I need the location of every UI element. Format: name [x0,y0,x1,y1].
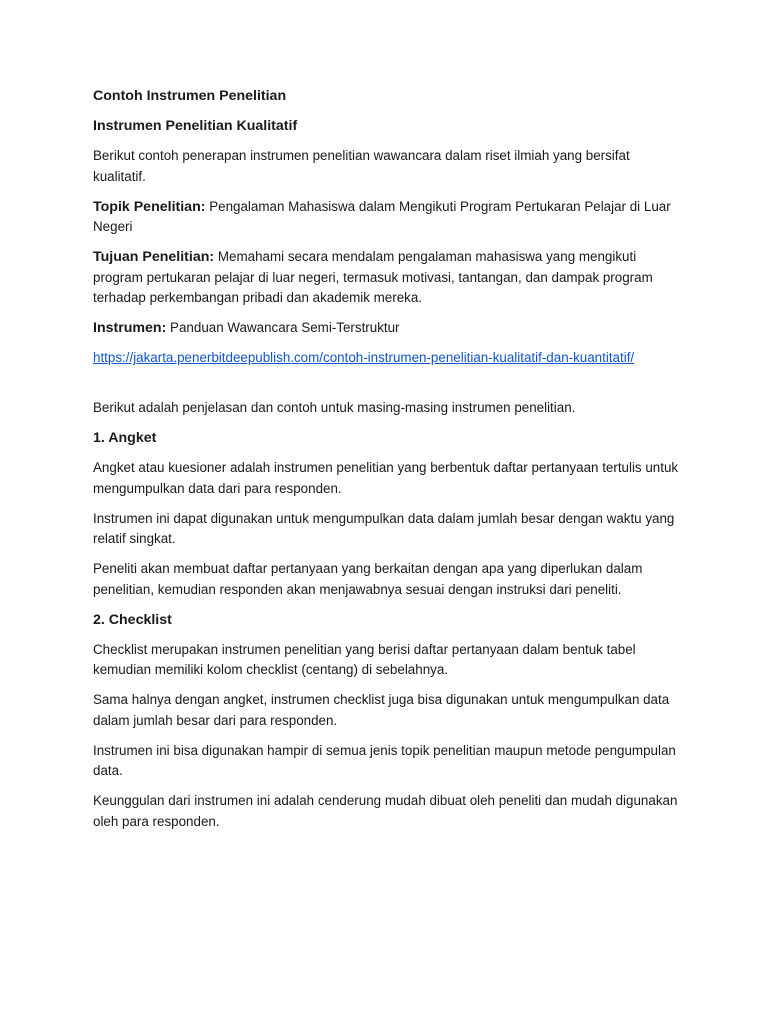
intro-paragraph: Berikut contoh penerapan instrumen penelitian wawancara dalam riset ilmiah yang bersifat kualitatif. [93,148,630,184]
blank-line [93,378,683,398]
checklist-paragraph: Checklist merupakan instrumen penelitian yang berisi daftar pertanyaan dalam bentuk tabel kemudian memiliki kolom checklist (centang) di sebelahnya. [93,641,636,677]
source-link[interactable]: https://jakarta.penerbitdeepublish.com/contoh-instrumen-penelitian-kualitatif-dan-kuantitatif/ [93,350,635,365]
tujuan-paragraph [93,247,683,309]
checklist-paragraph: Sama halnya dengan angket, instrumen checklist juga bisa digunakan untuk mengumpulkan data dalam jumlah besar dari para responden. [93,692,670,728]
section-heading-checklist: 2. Checklist [93,611,172,628]
instrumen-paragraph [93,318,683,339]
topik-label: Topik Penelitian: [93,198,206,215]
instrumen-label: Instrumen: [93,320,167,336]
instrumen-text: Panduan Wawancara Semi-Terstruktur [170,320,400,335]
angket-paragraph: Instrumen ini dapat digunakan untuk mengumpulkan data dalam jumlah besar dengan waktu yang relatif singkat. [93,510,675,546]
checklist-paragraph: Instrumen ini bisa digunakan hampir di semua jenis topik penelitian maupun metode pengumpulan data. [93,742,676,778]
penjelasan-intro: Berikut adalah penjelasan dan contoh untuk masing-masing instrumen penelitian. [93,400,576,415]
checklist-paragraph: Keunggulan dari instrumen ini adalah cenderung mudah dibuat oleh peneliti dan mudah digunakan oleh para responden. [93,793,678,829]
section-subtitle: Instrumen Penelitian Kualitatif [93,118,298,134]
section-heading-angket: 1. Angket [93,430,157,446]
angket-paragraph: Angket atau kuesioner adalah instrumen penelitian yang berbentuk daftar pertanyaan tertulis untuk mengumpulkan data dari para responden. [93,460,679,496]
topik-paragraph [93,197,683,238]
tujuan-label: Tujuan Penelitian: [93,249,215,265]
document-title: Contoh Instrumen Penelitian [93,88,287,104]
tujuan-text: Memahami secara mendalam pengalaman mahasiswa yang mengikuti program pertukaran pelajar di luar negeri, termasuk motivasi, tantangan, dan dampak program terhadap perkembangan pribadi dan akademik mereka. [93,249,653,305]
document-page [93,86,683,842]
topik-text: Pengalaman Mahasiswa dalam Mengikuti Program Pertukaran Pelajar di Luar Negeri [93,198,671,234]
angket-paragraph: Peneliti akan membuat daftar pertanyaan yang berkaitan dengan apa yang diperlukan dalam penelitian, kemudian responden akan menjawabnya sesuai dengan instruksi dari peneliti. [93,561,643,597]
